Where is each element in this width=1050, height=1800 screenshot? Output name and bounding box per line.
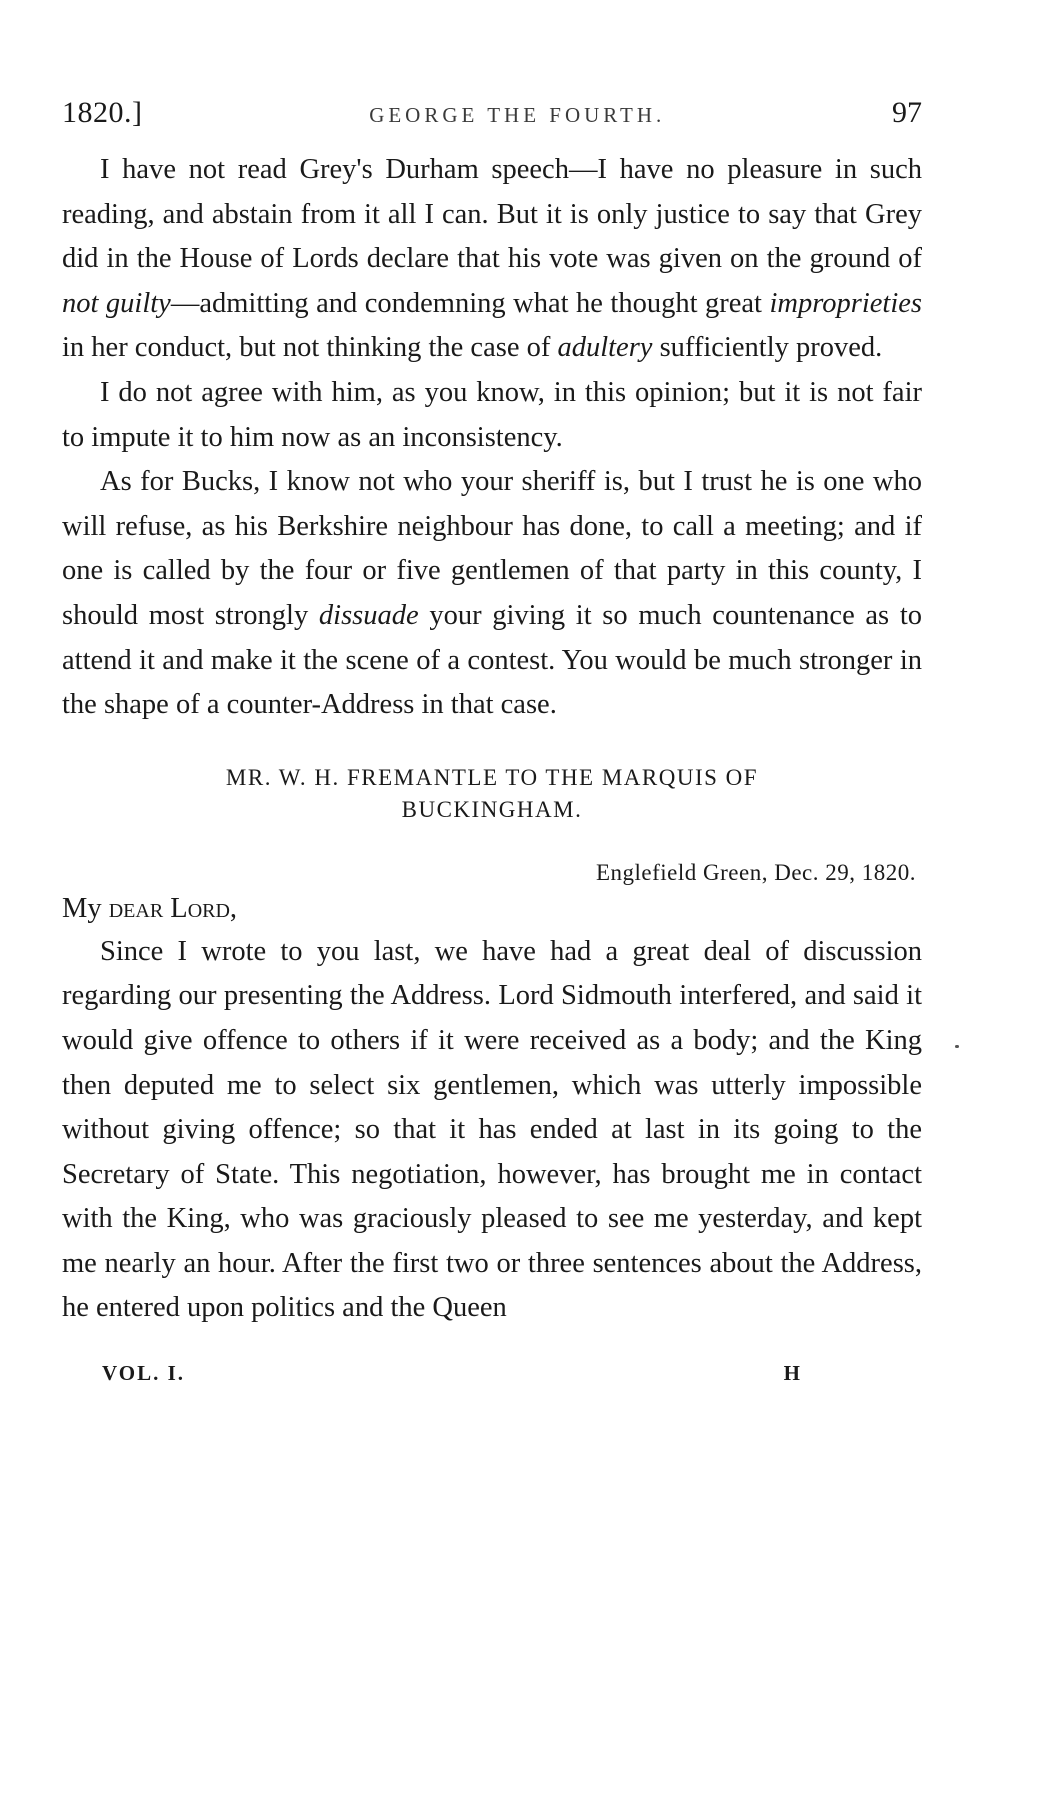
salutation-rest: dear Lord, bbox=[108, 892, 238, 924]
salutation-my: My bbox=[62, 892, 102, 924]
page-footer bbox=[62, 1361, 922, 1386]
page-number: 97 bbox=[891, 96, 922, 129]
letter-heading bbox=[62, 762, 922, 826]
text-run: sufficiently proved. bbox=[652, 332, 883, 364]
italic-not-guilty: not guilty bbox=[62, 287, 171, 319]
italic-improprieties: improprieties bbox=[769, 287, 922, 319]
footer-signature-mark: H bbox=[783, 1361, 802, 1386]
paragraph-letter: Since I wrote to you last, we have had a great deal of discussion regarding our presenting the Address. Lord Sidmouth interfered, and said it would give offence to others if it were received as a body; and the King then deputed me to select six gentlemen, which was utterly impossible without giving offence; so that it has ended at last in its going to the Secretary of State. This negotiation, however, has brought me in contact with the King, who was graciously pleased to see me yesterday, and kept me nearly an hour. After the first two or three sentences about the Address, he entered upon politics and the Queen bbox=[62, 935, 922, 1324]
footer-volume: VOL. I. bbox=[102, 1361, 186, 1386]
letter-dateline: Englefield Green, Dec. 29, 1820. bbox=[595, 859, 916, 885]
running-head bbox=[62, 96, 922, 148]
running-head-title: GEORGE THE FOURTH. bbox=[369, 103, 666, 127]
text-run: your giving it so much countenance as to attend it and make it the scene of a contest. You would be much stronger in the shape of a counter-Address in that case. bbox=[62, 599, 922, 721]
scan-speck bbox=[955, 1045, 959, 1048]
letter-heading-line2: BUCKINGHAM. bbox=[401, 796, 583, 822]
text-run: As for Bucks, I know not who your sheriff is, but I trust he is one who will refuse, as his Berkshire neighbour has done, to call a meeting; and if one is called by the four or five gentlemen of that party in this county, I should most strongly bbox=[62, 466, 922, 631]
letter-body bbox=[62, 930, 922, 1331]
italic-dissuade: dissuade bbox=[318, 599, 419, 631]
paragraph-opinion: I do not agree with him, as you know, in this opinion; but it is not fair to impute it to him now as an inconsistency. bbox=[62, 376, 922, 453]
italic-adultery: adultery bbox=[557, 332, 653, 364]
text-run: —admitting and condemning what he thought great bbox=[170, 287, 770, 319]
paragraph-bucks bbox=[62, 460, 922, 728]
text-run: in her conduct, but not thinking the case of bbox=[62, 332, 558, 364]
body-text bbox=[62, 148, 922, 728]
text-run: I have not read Grey's Durham speech—I have no pleasure in such reading, and abstain from it all I can. But it is only justice to say that Grey did in the House of Lords declare that his vote was given on the ground of bbox=[62, 154, 922, 275]
paragraph-grey-speech bbox=[62, 148, 922, 371]
letter-heading-line1: MR. W. H. FREMANTLE TO THE MARQUIS OF bbox=[225, 764, 759, 790]
book-page bbox=[62, 96, 922, 1386]
letter-salutation bbox=[62, 888, 922, 930]
running-head-year: 1820.] bbox=[62, 96, 143, 129]
